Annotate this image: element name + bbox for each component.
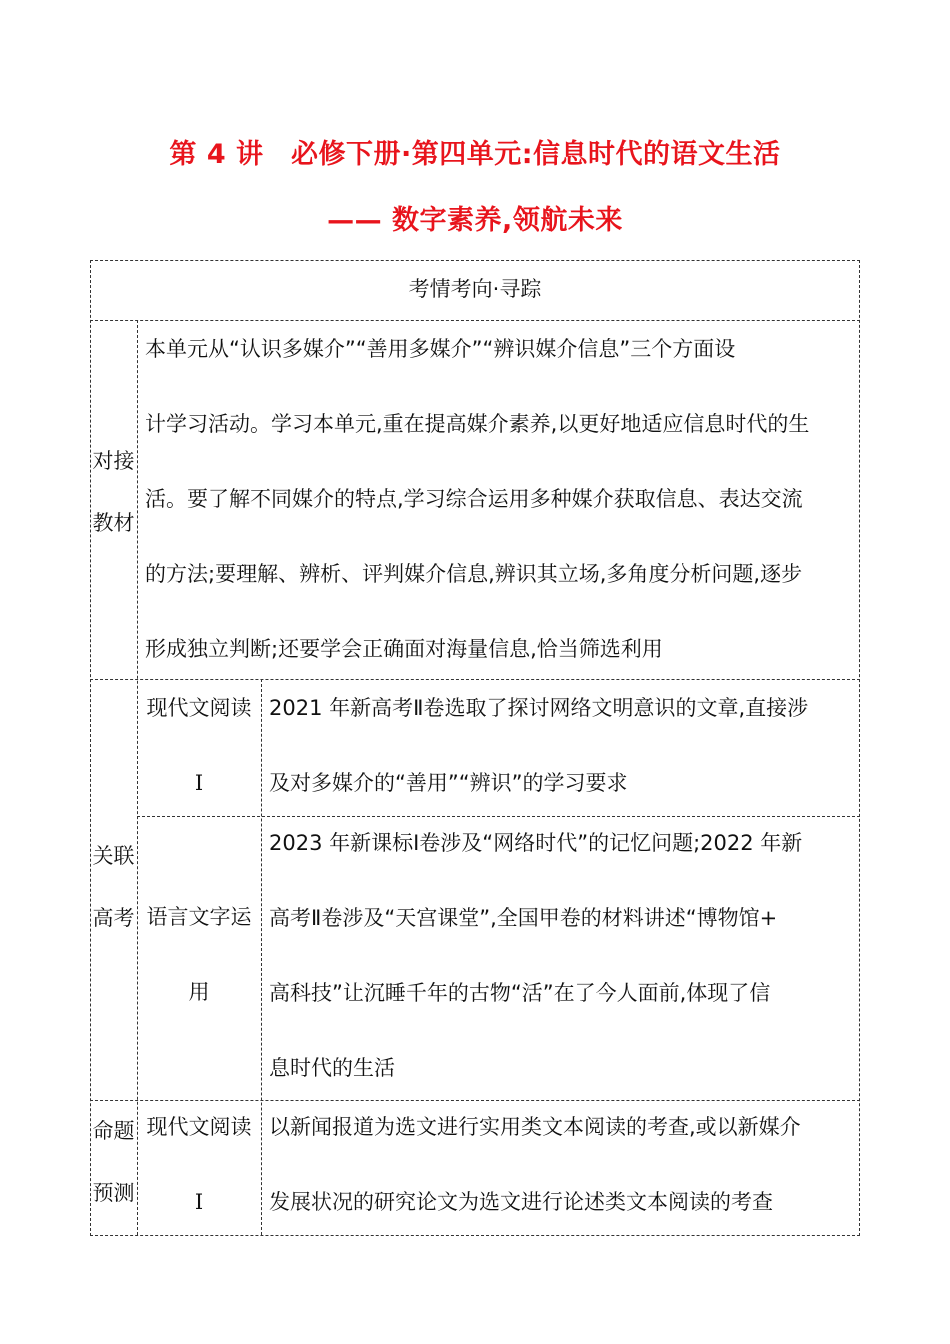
page-title: 第 4 讲 必修下册·第四单元:信息时代的语文生活 xyxy=(169,139,781,170)
row-label: 命题 预测 xyxy=(92,1119,135,1205)
row-sublabel: 语言文字运 用 xyxy=(146,905,252,1004)
table-rule xyxy=(859,260,860,1236)
row-label: 对接 教材 xyxy=(92,449,135,535)
page-subtitle: —— 数字素养,领航未来 xyxy=(327,205,623,236)
table-rule xyxy=(90,260,91,1236)
row-content: 2023 年新课标Ⅰ卷涉及“网络时代”的记忆问题;2022 年新 高考Ⅱ卷涉及“天宫课堂”,全国甲卷的材料讲述“博物馆+ 高科技”让沉睡千年的古物“活”在了今人面前,体现了信 息时代的生活 xyxy=(269,831,803,1080)
row-label: 关联 高考 xyxy=(92,844,135,930)
row-content: 2021 年新高考Ⅱ卷选取了探讨网络文明意识的文章,直接涉 及对多媒介的“善用”“辨识”的学习要求 xyxy=(269,696,809,795)
row-content: 本单元从“认识多媒介”“善用多媒介”“辨识媒介信息”三个方面设 计学习活动。学习本单元,重在提高媒介素养,以更好地适应信息时代的生 活。要了解不同媒介的特点,学习综合运用多种媒介获取信息、表达交流 的方法;要理解、辨析、评判媒介信息,辨识其立场,多角度分析问题,逐步 形成独立判断;还要学会正确面对海量信息,恰当筛选利用 xyxy=(145,337,810,661)
exam-info-table xyxy=(90,260,860,1236)
row-content: 以新闻报道为选文进行实用类文本阅读的考查,或以新媒介 发展状况的研究论文为选文进行论述类文本阅读的考查 xyxy=(269,1115,801,1214)
row-sublabel: 现代文阅读 Ⅰ xyxy=(146,1115,252,1214)
row-sublabel: 现代文阅读 Ⅰ xyxy=(146,696,252,795)
table-header: 考情考向·寻踪 xyxy=(408,277,542,301)
